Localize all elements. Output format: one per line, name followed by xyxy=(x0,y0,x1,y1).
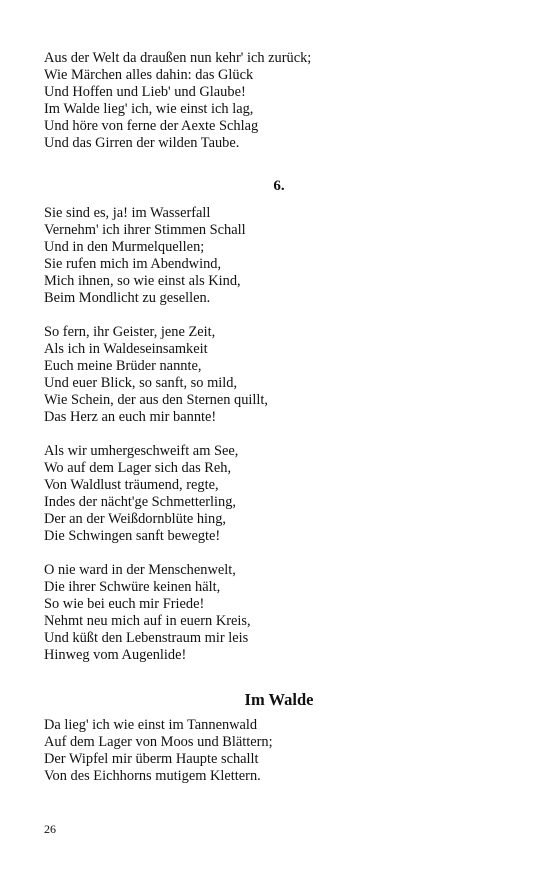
verse-line: Sie sind es, ja! im Wasserfall xyxy=(44,205,211,221)
verse-line: So wie bei euch mir Friede! xyxy=(44,596,205,612)
verse-line: Hinweg vom Augenlide! xyxy=(44,647,187,663)
verse-line: Und höre von ferne der Aexte Schlag xyxy=(44,118,259,134)
poem-title: Im Walde xyxy=(244,690,314,709)
section-number: 6. xyxy=(273,178,285,194)
verse-line: Und in den Murmelquellen; xyxy=(44,239,205,255)
verse-line: Von Waldlust träumend, regte, xyxy=(44,477,219,493)
verse-line: Da lieg' ich wie einst im Tannenwald xyxy=(44,717,258,733)
stanza xyxy=(44,562,514,664)
verse-line: Sie rufen mich im Abendwind, xyxy=(44,256,222,272)
verse-line: Im Walde lieg' ich, wie einst ich lag, xyxy=(44,101,254,117)
verse-line: Und Hoffen und Lieb' und Glaube! xyxy=(44,84,246,100)
verse-line: Die ihrer Schwüre keinen hält, xyxy=(44,579,221,595)
verse-line: Beim Mondlicht zu gesellen. xyxy=(44,290,211,306)
verse-line: Das Herz an euch mir bannte! xyxy=(44,409,217,425)
stanza xyxy=(44,717,514,785)
verse-line: Und küßt den Lebenstraum mir leis xyxy=(44,630,249,646)
page-number: 26 xyxy=(44,822,56,836)
verse-line: Und das Girren der wilden Taube. xyxy=(44,135,240,151)
verse-line: Wo auf dem Lager sich das Reh, xyxy=(44,460,232,476)
verse-line: Aus der Welt da draußen nun kehr' ich zurück; xyxy=(44,50,312,66)
verse-line: Nehmt neu mich auf in euern Kreis, xyxy=(44,613,251,629)
verse-line: Der Wipfel mir überm Haupte schallt xyxy=(44,751,259,767)
verse-line: So fern, ihr Geister, jene Zeit, xyxy=(44,324,216,340)
verse-line: O nie ward in der Menschenwelt, xyxy=(44,562,236,578)
verse-line: Vernehm' ich ihrer Stimmen Schall xyxy=(44,222,246,238)
stanza xyxy=(44,50,514,152)
verse-line: Als ich in Waldeseinsamkeit xyxy=(44,341,208,357)
verse-line: Euch meine Brüder nannte, xyxy=(44,358,202,374)
stanza xyxy=(44,205,514,307)
verse-line: Mich ihnen, so wie einst als Kind, xyxy=(44,273,241,289)
verse-line: Als wir umhergeschweift am See, xyxy=(44,443,239,459)
verse-line: Von des Eichhorns mutigem Klettern. xyxy=(44,768,261,784)
stanza xyxy=(44,443,514,545)
stanza xyxy=(44,324,514,426)
verse-line: Der an der Weißdornblüte hing, xyxy=(44,511,227,527)
verse-line: Die Schwingen sanft bewegte! xyxy=(44,528,221,544)
verse-line: Und euer Blick, so sanft, so mild, xyxy=(44,375,238,391)
verse-line: Indes der nächt'ge Schmetterling, xyxy=(44,494,237,510)
verse-line: Wie Märchen alles dahin: das Glück xyxy=(44,67,254,83)
verse-line: Wie Schein, der aus den Sternen quillt, xyxy=(44,392,269,408)
page-body xyxy=(44,50,514,785)
verse-line: Auf dem Lager von Moos und Blättern; xyxy=(44,734,273,750)
